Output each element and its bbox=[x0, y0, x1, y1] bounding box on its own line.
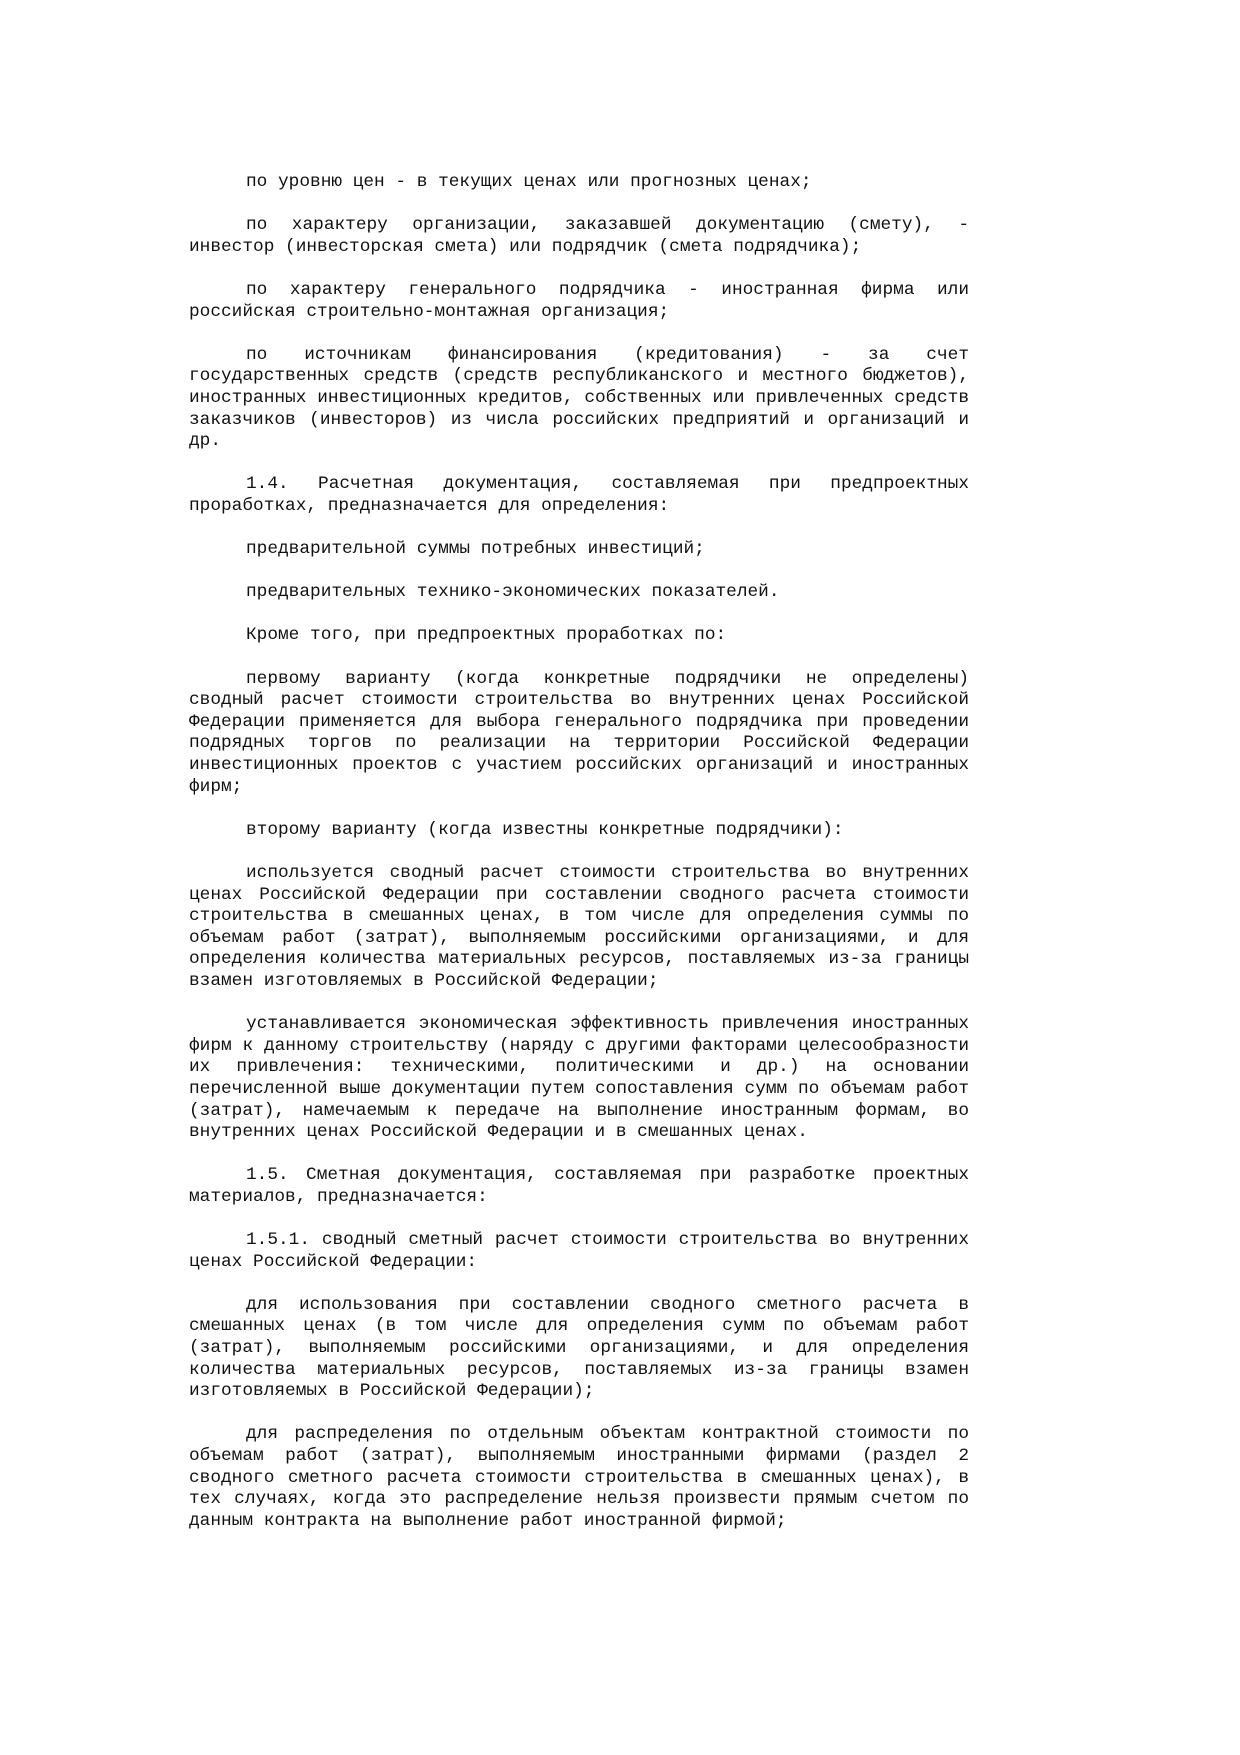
document-page bbox=[189, 172, 969, 1554]
paragraph-section-1-5: 1.5. Сметная документация, составляемая при разработке проектных материалов, предназначается: bbox=[189, 1165, 969, 1207]
paragraph-besides: Кроме того, при предпроектных проработках по: bbox=[246, 625, 727, 646]
paragraph-general-contractor: по характеру генерального подрядчика - иностранная фирма или российская строительно-монтажная организация; bbox=[189, 279, 969, 322]
paragraph-customer-type: по характеру организации, заказавшей документацию (смету), - инвестор (инвесторская смета) или подрядчик (смета подрядчика); bbox=[189, 215, 969, 257]
paragraph-second-variant: второму варианту (когда известны конкретные подрядчики): bbox=[246, 819, 844, 840]
paragraph-preliminary-indicators: предварительных технико-экономических показателей. bbox=[246, 582, 780, 603]
paragraph-mixed-prices-usage: для использования при составлении сводного сметного расчета в смешанных ценах (в том числе для определения сумм по объемам работ (затрат), выполняемым российскими организациями, и для определения количества материальных ресурсов, поставляемых из-за границы взамен изготовляемых в Российской Федерации); bbox=[189, 1294, 969, 1402]
paragraph-section-1-5-1: 1.5.1. сводный сметный расчет стоимости строительства во внутренних ценах Российской Федерации: bbox=[189, 1230, 969, 1272]
paragraph-price-level: по уровню цен - в текущих ценах или прогнозных ценах; bbox=[246, 172, 812, 192]
paragraph-preliminary-investment: предварительной суммы потребных инвестиций; bbox=[246, 539, 705, 560]
paragraph-economic-efficiency: устанавливается экономическая эффективность привлечения иностранных фирм к данному строительству (наряду с другими факторами целесообразности их привлечения: техническими, политическими и др.) на основании перечисленной выше документации путем сопоставления сумм по объемам работ (затрат), намечаемым к передаче на выполнение иностранным формам, во внутренних ценах Российской Федерации и в смешанных ценах. bbox=[189, 1014, 969, 1143]
paragraph-funding-sources: по источникам финансирования (кредитования) - за счет государственных средств (средств республиканского и местного бюджетов), иностранных инвестиционных кредитов, собственных или привлеченных средств заказчиков (инвесторов) из числа российских предприятий и организаций и др. bbox=[189, 344, 969, 452]
paragraph-section-1-4: 1.4. Расчетная документация, составляемая при предпроектных проработках, предназначается для определения: bbox=[189, 474, 969, 516]
paragraph-summary-calc-usage: используется сводный расчет стоимости строительства во внутренних ценах Российской Федерации при составлении сводного расчета стоимости строительства в смешанных ценах, в том числе для определения суммы по объемам работ (затрат), выполняемым российскими организациями, и для определения количества материальных ресурсов, поставляемых из-за границы взамен изготовляемых в Российской Федерации; bbox=[189, 863, 969, 991]
paragraph-first-variant: первому варианту (когда конкретные подрядчики не определены) сводный расчет стоимости строительства во внутренних ценах Российской Федерации применяется для выбора генерального подрядчика при проведении подрядных торгов по реализации на территории Российской Федерации инвестиционных проектов с участием российских организаций и иностранных фирм; bbox=[189, 668, 969, 797]
paragraph-contract-distribution: для распределения по отдельным объектам контрактной стоимости по объемам работ (затрат), выполняемым иностранными фирмами (раздел 2 сводного сметного расчета стоимости строительства в смешанных ценах), в тех случаях, когда это распределение нельзя произвести прямым счетом по данным контракта на выполнение работ иностранной фирмой; bbox=[189, 1424, 969, 1531]
